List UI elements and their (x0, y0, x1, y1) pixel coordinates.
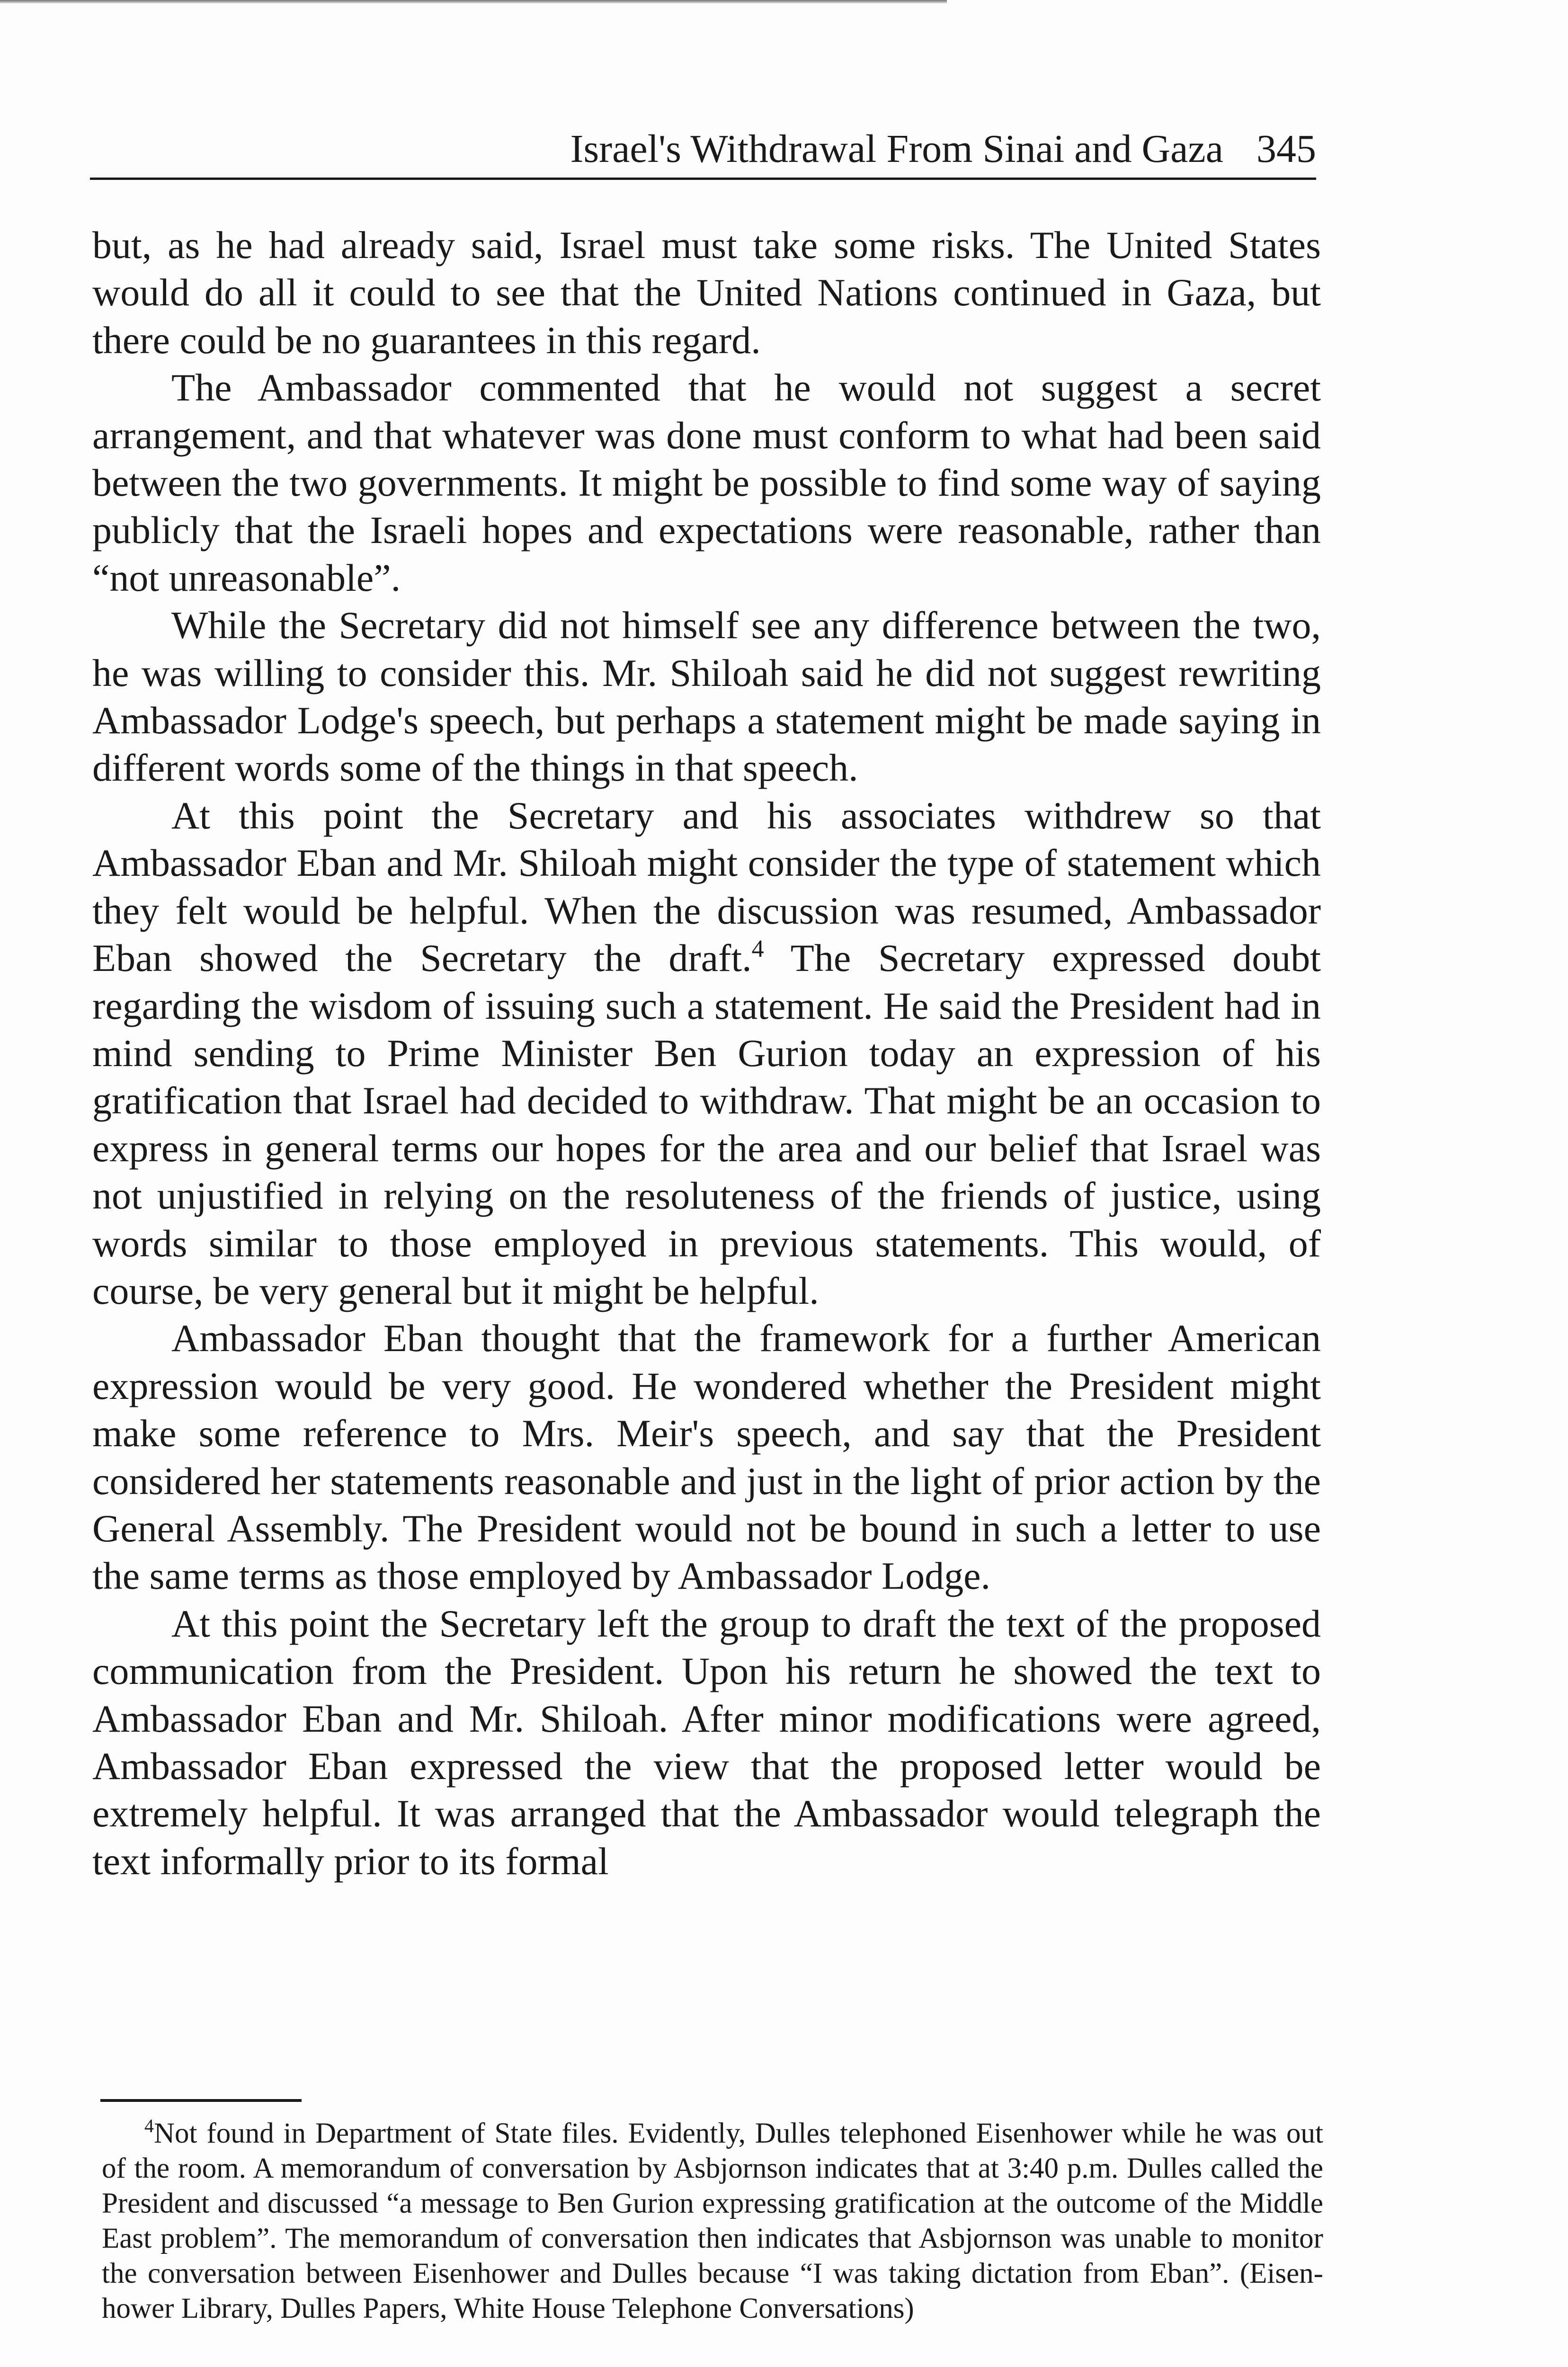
page-number: 345 (1256, 127, 1316, 171)
footnotes (102, 2116, 1323, 2326)
body-text (92, 222, 1321, 1885)
paragraph: At this point the Secretary left the group to draft the text of the proposed communication from the President. Upon his return he showed the text to Ambassador Eban and Mr. Shiloah. After minor modifications were agreed, Ambassador Eban expressed the view that the proposed letter would be extremely helpful. It was arranged that the Ambassador would telegraph the text informally prior to its formal (92, 1602, 1321, 1883)
running-header (90, 121, 1316, 180)
paragraph: While the Secretary did not himself see any difference between the two, he was willing to consider this. Mr. Shiloah said he did not suggest rewriting Ambassador Lodge's speech, but perhaps a statement might be made saying in different words some of the things in that speech. (92, 604, 1321, 790)
footnote-reference: 4 (751, 935, 764, 963)
paragraph: but, as he had already said, Israel must take some risks. The United States would do all it could to see that the United Nations continued in Gaza, but there could be no guarantees in this regard. (92, 223, 1321, 362)
paragraph-text: The Secretary expressed doubt regarding the wisdom of issuing such a statement. He said the President had in mind sending to Prime Minister Ben Gurion today an expression of his gratification that Israel had decided to withdraw. That might be an occasion to express in general terms our hopes for the area and our belief that Israel was not unjustified in relying on the resoluteness of the friends of justice, using words similar to those employed in previous statements. This would, of course, be very general but it might be helpful. (92, 936, 1321, 1312)
footnote-text: Not found in Department of State files. Evidently, Dulles telephoned Eisenhower while he was out of the room. A memorandum of conversation by Asbjornson indicates that at 3:40 p.m. Dulles called the President and discussed “a message to Ben Gurion expressing gratification at the outcome of the Middle East problem”. The memorandum of conversation then indicates that Asbjornson was unable to monitor the conversation between Eisenhower and Dulles because “I was taking dictation from Eban”. (Eisenhower Library, Dulles Papers, White House Telephone Conversations) (102, 2118, 1323, 2324)
scan-edge (0, 0, 947, 4)
running-title: Israel's Withdrawal From Sinai and Gaza (570, 127, 1223, 171)
footnote-rule (100, 2099, 302, 2102)
running-head-line (570, 125, 1316, 173)
paragraph: Ambassador Eban thought that the framework for a further American expression would be very good. He wondered whether the President might make some reference to Mrs. Meir's speech, and say that the President considered her statements reasonable and just in the light of prior action by the General Assembly. The President would not be bound in such a letter to use the same terms as those employed by Ambassador Lodge. (92, 1317, 1321, 1598)
paragraph (92, 792, 1321, 1315)
paragraph: The Ambassador commented that he would not suggest a secret arrangement, and that whatever was done must conform to what had been said between the two governments. It might be possible to find some way of saying publicly that the Israeli hopes and expectations were reasonable, rather than “not unreasonable”. (92, 366, 1321, 599)
paragraph-text: At this point the Secretary and his associates withdrew so that Ambassador Eban and Mr. Shiloah might consider the type of statement which they felt would be helpful. When the discussion was resumed, Ambassador Eban showed the Secretary the draft. (92, 793, 1321, 980)
footnote-marker: 4 (144, 2115, 154, 2136)
footnote (102, 2116, 1323, 2326)
